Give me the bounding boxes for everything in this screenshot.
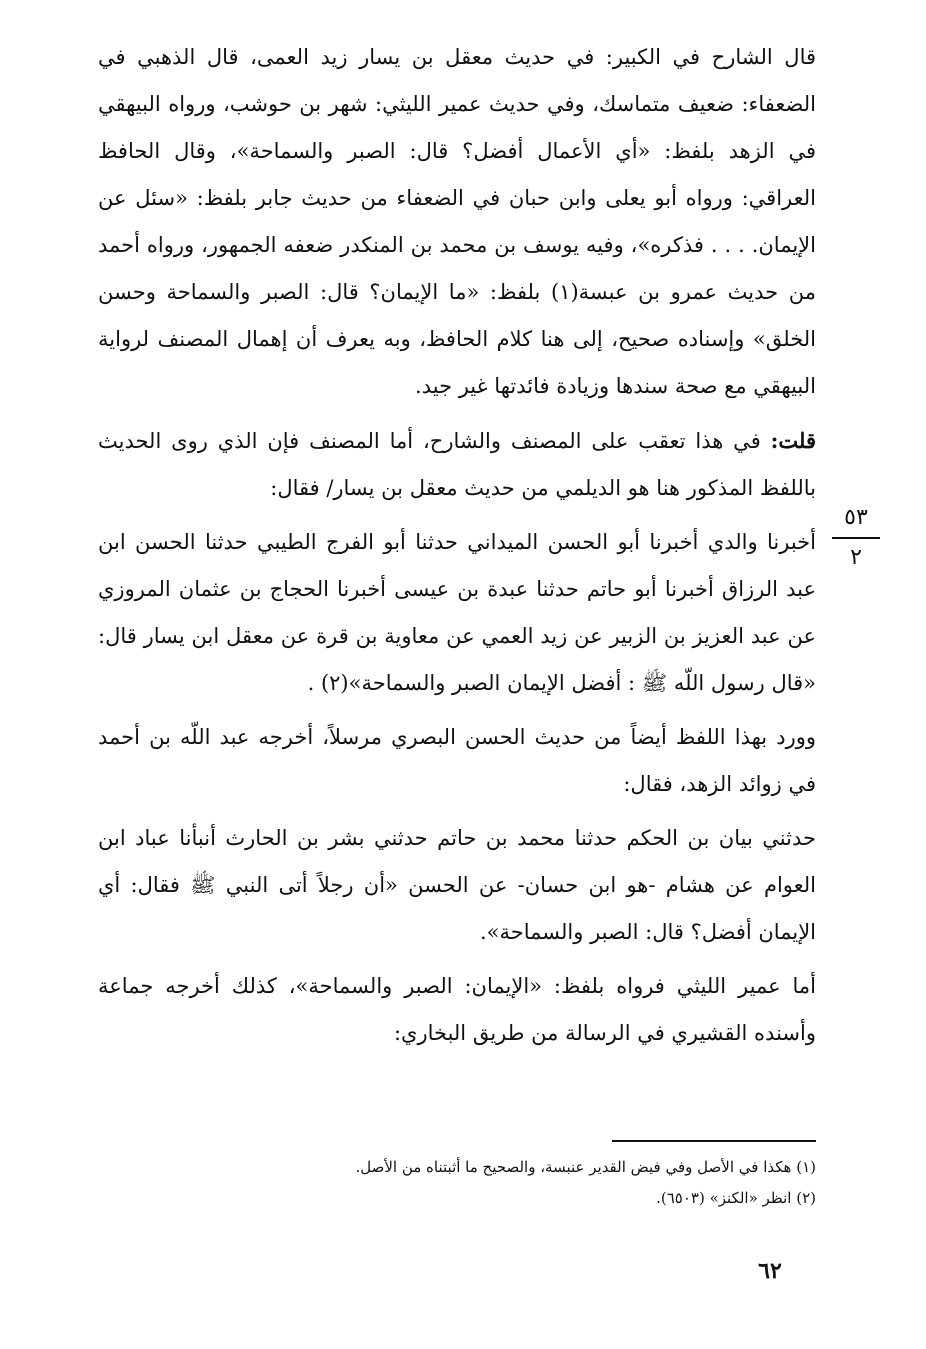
paragraph-isnad-dailami: أخبرنا والدي أخبرنا أبو الحسن الميداني حدثنا أبو الفرج الطيبي حدثنا الحسن ابن عبد الرزاق أخبرنا أبو حاتم حدثنا عبدة بن عيسى أخبرنا الحجاج بن عثمان المروزي عن عبد العزيز بن الزبير عن زيد العمي عن معاوية بن قرة عن معقل ابن يسار قال: «قال رسول اللّه ﷺ : أفضل الإيمان الصبر والسماحة»(٢) . [98,530,816,695]
folio-side: ٢ [850,545,862,570]
folio-number: ٥٣ [844,505,868,530]
footnote-divider [612,1140,816,1142]
paragraph-response [98,417,816,512]
main-text [98,34,816,1057]
paragraph-isnad-zuhd: حدثني بيان بن الحكم حدثنا محمد بن حاتم حدثني بشر بن الحارث أنبأنا عباد ابن العوام عن هشام -هو ابن حسان- عن الحسن «أن رجلاً أتى النبي ﷺ فقال: أي الإيمان أفضل؟ قال: الصبر والسماحة». [98,826,816,944]
paragraph-commentary: قال الشارح في الكبير: في حديث معقل بن يسار زيد العمى، قال الذهبي في الضعفاء: ضعيف متماسك، وفي حديث عمير الليثي: شهر بن حوشب، ورواه البيهقي في الزهد بلفظ: «أي الأعمال أفضل؟ قال: الصبر والسماحة»، وقال الحافظ العراقي: ورواه أبو يعلى وابن حبان في الضعفاء من حديث جابر بلفظ: «سئل عن الإيمان. . . . فذكره»، وفيه يوسف بن محمد بن المنكدر ضعفه الجمهور، ورواه أحمد من حديث عمرو بن عبسة(١) بلفظ: «ما الإيمان؟ قال: الصبر والسماحة وحسن الخلق» وإسناده صحيح، إلى هنا كلام الحافظ، وبه يعرف أن إهمال المصنف لرواية البيهقي مع صحة سندها وزيادة فائدتها غير جيد. [98,45,816,398]
paragraph-lead-word: قلت: [770,428,816,453]
footnote-2: (٢) انظر «الكنز» (٦٥٠٣). [656,1189,816,1207]
paragraph-response-text: في هذا تعقب على المصنف والشارح، أما المصنف فإن الذي روى الحديث باللفظ المذكور هنا هو الديلمي من حديث معقل بن يسار/ فقال: [98,429,816,500]
paragraph-mursal: وورد بهذا اللفظ أيضاً من حديث الحسن البصري مرسلاً، أخرجه عبد اللّه بن أحمد في زوائد الزهد، فقال: [98,725,816,796]
footnotes [200,1152,816,1214]
paragraph-umair: أما عمير الليثي فرواه بلفظ: «الإيمان: الصبر والسماحة»، كذلك أخرجه جماعة وأسنده القشيري في الرسالة من طريق البخاري: [98,974,816,1045]
folio-divider [832,537,880,539]
manuscript-folio-reference [828,503,884,573]
footnote-1: (١) هكذا في الأصل وفي فيض القدير عنبسة، والصحيح ما أثبتناه من الأصل. [355,1158,816,1176]
page-number: ٦٢ [758,1258,782,1284]
